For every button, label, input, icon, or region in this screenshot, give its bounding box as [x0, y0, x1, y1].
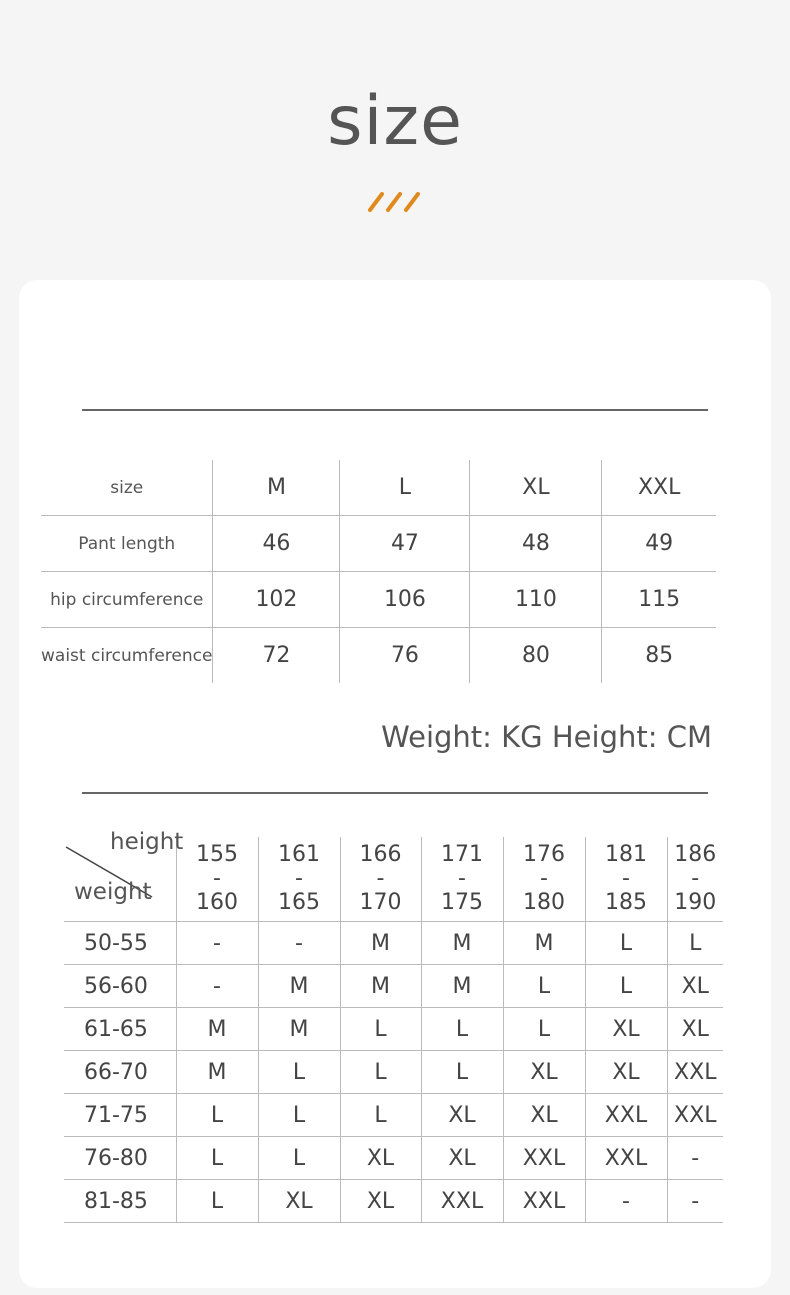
- size-cell: L: [340, 1008, 421, 1051]
- height-range-header: [421, 837, 503, 922]
- size-cell: XXL: [667, 1051, 723, 1094]
- size-cell: XL: [585, 1008, 667, 1051]
- height-sep: -: [540, 866, 548, 891]
- size-cell: XL: [340, 1180, 421, 1223]
- weight-range: 81-85: [64, 1180, 176, 1223]
- row-label: waist circumference: [41, 628, 213, 684]
- size-cell: XXL: [503, 1180, 585, 1223]
- height-to: 165: [278, 890, 320, 915]
- size-cell: M: [176, 1051, 258, 1094]
- size-cell: L: [176, 1094, 258, 1137]
- size-cell: M: [340, 965, 421, 1008]
- table-cell: 47: [340, 516, 470, 572]
- size-cell: -: [667, 1180, 723, 1223]
- table-row: [64, 965, 723, 1008]
- height-range-header: [176, 837, 258, 922]
- size-cell: L: [176, 1180, 258, 1223]
- height-from: 171: [441, 842, 483, 867]
- size-cell: L: [340, 1094, 421, 1137]
- table-row: [64, 922, 723, 965]
- table-cell: 80: [470, 628, 602, 684]
- size-cell: M: [340, 922, 421, 965]
- table-cell: 102: [213, 572, 340, 628]
- size-cell: -: [585, 1180, 667, 1223]
- height-to: 170: [359, 890, 402, 915]
- height-sep: -: [622, 866, 630, 891]
- corner-cell: [64, 829, 184, 922]
- size-cell: M: [176, 1008, 258, 1051]
- size-cell: L: [503, 1008, 585, 1051]
- size-measurement-table: [41, 460, 716, 683]
- size-cell: -: [176, 965, 258, 1008]
- table-cell: 106: [340, 572, 470, 628]
- size-cell: L: [258, 1051, 340, 1094]
- height-to: 180: [523, 890, 565, 915]
- size-cell: M: [258, 965, 340, 1008]
- weight-range: 61-65: [64, 1008, 176, 1051]
- units-note: Weight: KG Height: CM: [381, 720, 712, 754]
- size-cell: L: [503, 965, 585, 1008]
- size-cell: XXL: [421, 1180, 503, 1223]
- weight-range: 50-55: [64, 922, 176, 965]
- size-cell: L: [258, 1094, 340, 1137]
- slash-accent-icon: [368, 190, 424, 214]
- corner-weight-label: weight: [74, 879, 152, 905]
- table-row: [41, 572, 716, 628]
- size-cell: XL: [585, 1051, 667, 1094]
- size-col-xl: XL: [470, 460, 602, 516]
- divider-bottom: [82, 792, 708, 794]
- weight-range: 66-70: [64, 1051, 176, 1094]
- height-to: 175: [441, 890, 483, 915]
- size-col-xxl: XXL: [602, 460, 716, 516]
- size-cell: XL: [258, 1180, 340, 1223]
- corner-height-label: height: [110, 829, 184, 855]
- page-title: size: [327, 82, 463, 161]
- height-from: 161: [278, 842, 320, 867]
- height-sep: -: [458, 866, 466, 891]
- height-from: 176: [523, 842, 565, 867]
- table-cell: 110: [470, 572, 602, 628]
- size-cell: XXL: [667, 1094, 723, 1137]
- size-cell: L: [667, 922, 723, 965]
- table-cell: 85: [602, 628, 716, 684]
- size-cell: XL: [503, 1051, 585, 1094]
- size-col-l: L: [340, 460, 470, 516]
- table-row: [41, 516, 716, 572]
- height-range-header: [585, 837, 667, 922]
- weight-range: 71-75: [64, 1094, 176, 1137]
- size-header-label: size: [110, 477, 144, 498]
- size-cell: L: [176, 1137, 258, 1180]
- size-cell: M: [421, 965, 503, 1008]
- size-cell: L: [340, 1051, 421, 1094]
- size-cell: M: [258, 1008, 340, 1051]
- size-cell: -: [176, 922, 258, 965]
- divider-top: [82, 409, 708, 411]
- table-row: [64, 1094, 723, 1137]
- height-range-header: [503, 837, 585, 922]
- table-cell: 49: [602, 516, 716, 572]
- height-from: 155: [196, 842, 238, 867]
- height-sep: -: [691, 866, 700, 891]
- table-cell: 72: [213, 628, 340, 684]
- size-cell: L: [421, 1051, 503, 1094]
- size-col-m: M: [213, 460, 340, 516]
- size-cell: L: [585, 922, 667, 965]
- table-cell: 46: [213, 516, 340, 572]
- size-cell: XL: [340, 1137, 421, 1180]
- size-cell: XXL: [585, 1094, 667, 1137]
- size-cell: XXL: [503, 1137, 585, 1180]
- size-cell: -: [258, 922, 340, 965]
- size-cell: M: [503, 922, 585, 965]
- weight-range: 76-80: [64, 1137, 176, 1180]
- table-row: [64, 1051, 723, 1094]
- table-row: [64, 1137, 723, 1180]
- height-from: 181: [605, 842, 647, 867]
- height-range-header: [340, 837, 421, 922]
- height-to: 160: [196, 890, 238, 915]
- size-cell: L: [585, 965, 667, 1008]
- table-cell: 115: [602, 572, 716, 628]
- fit-header-row: [64, 837, 723, 922]
- table-cell: 76: [340, 628, 470, 684]
- size-cell: XL: [503, 1094, 585, 1137]
- table-cell: 48: [470, 516, 602, 572]
- height-to: 185: [605, 890, 647, 915]
- size-cell: L: [258, 1137, 340, 1180]
- fit-table: [64, 829, 723, 1223]
- row-label: Pant length: [41, 516, 213, 572]
- weight-range: 56-60: [64, 965, 176, 1008]
- height-sep: -: [213, 866, 221, 891]
- height-to: 190: [674, 890, 717, 915]
- table-row: [41, 628, 716, 684]
- height-range-header: [667, 837, 723, 922]
- row-label: hip circumference: [41, 572, 213, 628]
- size-cell: XL: [421, 1094, 503, 1137]
- size-cell: M: [421, 922, 503, 965]
- height-from: 166: [359, 842, 402, 867]
- height-sep: -: [376, 866, 385, 891]
- height-from: 186: [674, 842, 717, 867]
- size-cell: XL: [421, 1137, 503, 1180]
- size-cell: XL: [667, 1008, 723, 1051]
- table-row: [64, 1008, 723, 1051]
- size-cell: XL: [667, 965, 723, 1008]
- size-header-row: [41, 460, 716, 516]
- size-cell: -: [667, 1137, 723, 1180]
- size-cell: XXL: [585, 1137, 667, 1180]
- size-cell: L: [421, 1008, 503, 1051]
- height-sep: -: [295, 866, 303, 891]
- height-range-header: [258, 837, 340, 922]
- table-row: [64, 1180, 723, 1223]
